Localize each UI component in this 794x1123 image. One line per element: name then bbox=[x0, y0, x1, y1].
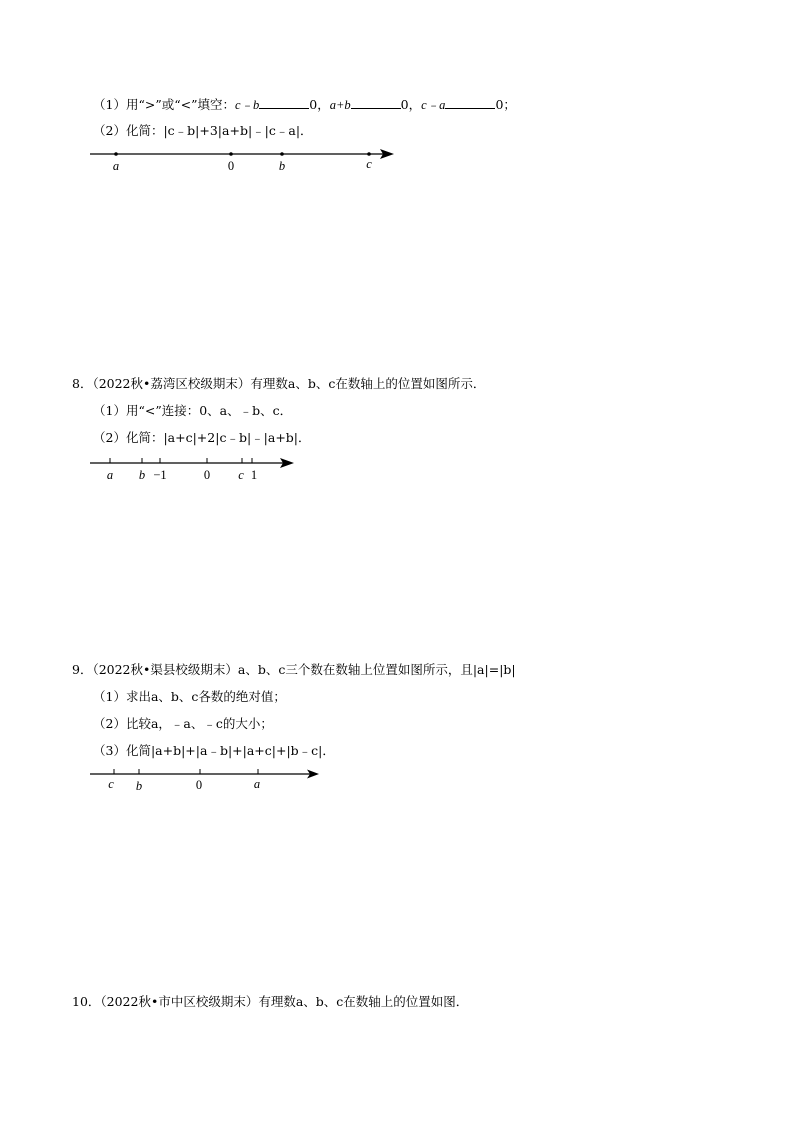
q7-expr-1: c﹣b bbox=[234, 98, 260, 112]
q7-answer-blank-3[interactable] bbox=[445, 96, 495, 109]
q7-sep-2: 0， bbox=[400, 97, 422, 112]
q7-answer-blank-1[interactable] bbox=[259, 96, 309, 109]
q9-header: 9．（2022秋•渠县校级期末）a、b、c三个数在数轴上位置如图所示，且|a|=|b| bbox=[72, 662, 516, 677]
q9-part2: （2）比较a，﹣a、﹣c的大小； bbox=[93, 716, 273, 731]
q8-label-neg1: −1 bbox=[153, 468, 167, 482]
q8-label-a: a bbox=[106, 468, 114, 482]
q7-point-0 bbox=[229, 152, 233, 156]
q8-header: 8．（2022秋•荔湾区校级期末）有理数a、b、c在数轴上的位置如图所示． bbox=[72, 376, 486, 391]
q8-part1: （1）用“<”连接：0、a、﹣b、c． bbox=[93, 403, 293, 418]
q7-sep-1: 0， bbox=[309, 97, 330, 112]
q10-header: 10．（2022秋•市中区校级期末）有理数a、b、c在数轴上的位置如图． bbox=[72, 994, 469, 1009]
q9-part1: （1）求出a、b、c各数的绝对值； bbox=[93, 689, 286, 704]
q7-part1-prefix: （1）用“>”或“<”填空： bbox=[93, 97, 235, 112]
q7-point-c bbox=[367, 152, 371, 156]
q9-label-0: 0 bbox=[195, 778, 203, 792]
q7-label-0: 0 bbox=[227, 159, 235, 173]
q8-number-line bbox=[0, 449, 794, 489]
q8-label-b: b bbox=[138, 468, 146, 482]
q9-label-c: c bbox=[108, 777, 114, 791]
q7-label-b: b bbox=[278, 159, 286, 173]
q7-expr-2: a+b bbox=[329, 98, 351, 112]
q9-number-line bbox=[0, 760, 794, 800]
q8-part2: （2）化简：|a+c|+2|c﹣b|﹣|a+b|． bbox=[93, 430, 311, 445]
q7-label-a: a bbox=[112, 159, 120, 173]
q9-label-a: a bbox=[253, 777, 261, 791]
q7-number-line bbox=[0, 140, 794, 180]
q7-part1 bbox=[93, 96, 516, 113]
q9-part3: （3）化简|a+b|+|a﹣b|+|a+c|+|b﹣c|． bbox=[93, 743, 335, 758]
q7-label-c: c bbox=[366, 157, 372, 171]
q8-label-0: 0 bbox=[203, 468, 211, 482]
q7-point-a bbox=[114, 152, 118, 156]
q7-part2: （2）化简：|c﹣b|+3|a+b|﹣|c﹣a|． bbox=[93, 123, 313, 138]
q7-answer-blank-2[interactable] bbox=[351, 96, 401, 109]
q8-label-1: 1 bbox=[250, 468, 258, 482]
q7-point-b bbox=[280, 152, 284, 156]
q8-label-c: c bbox=[238, 468, 244, 482]
q9-label-b: b bbox=[135, 779, 143, 793]
q7-sep-3: 0； bbox=[495, 97, 516, 112]
q7-expr-3: c﹣a bbox=[421, 98, 446, 112]
